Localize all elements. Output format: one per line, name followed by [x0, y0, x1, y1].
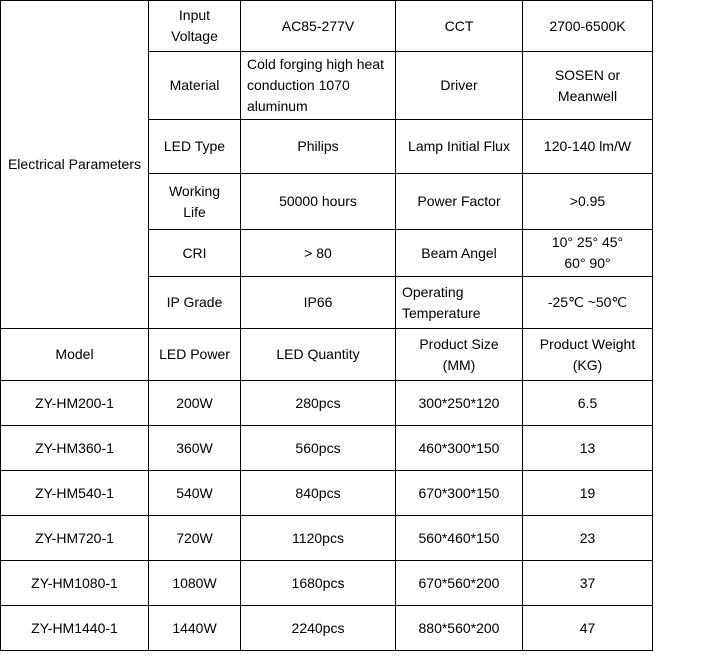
cell-model: ZY-HM540-1 [1, 471, 149, 516]
cell-model: ZY-HM720-1 [1, 516, 149, 561]
cell-product-size: 670*560*200 [396, 561, 523, 606]
cell-model: ZY-HM360-1 [1, 426, 149, 471]
header-product-size: Product Size (MM) [396, 329, 523, 381]
cell-led-quantity: 280pcs [241, 381, 396, 426]
header-led-power: LED Power [149, 329, 241, 381]
cell-product-weight: 19 [523, 471, 653, 516]
cell-led-power: 720W [149, 516, 241, 561]
cell-led-quantity: 1120pcs [241, 516, 396, 561]
value-operating-temperature: -25℃ ~50℃ [523, 277, 653, 329]
cell-product-size: 670*300*150 [396, 471, 523, 516]
cell-product-weight: 37 [523, 561, 653, 606]
value-beam-angel: 10° 25° 45° 60° 90° [523, 230, 653, 277]
label-material: Material [149, 52, 241, 120]
cell-product-size: 560*460*150 [396, 516, 523, 561]
cell-product-size: 460*300*150 [396, 426, 523, 471]
table-row [1, 381, 653, 426]
table-row [1, 606, 653, 651]
spec-row [1, 1, 653, 52]
value-driver: SOSEN or Meanwell [523, 52, 653, 120]
label-operating-temperature: Operating Temperature [396, 277, 523, 329]
value-cri: > 80 [241, 230, 396, 277]
cell-model: ZY-HM1440-1 [1, 606, 149, 651]
cell-product-weight: 6.5 [523, 381, 653, 426]
table-row [1, 471, 653, 516]
cell-model: ZY-HM200-1 [1, 381, 149, 426]
cell-product-weight: 23 [523, 516, 653, 561]
cell-product-size: 300*250*120 [396, 381, 523, 426]
cell-led-quantity: 2240pcs [241, 606, 396, 651]
label-cri: CRI [149, 230, 241, 277]
table-row [1, 561, 653, 606]
value-power-factor: >0.95 [523, 174, 653, 230]
cell-product-weight: 47 [523, 606, 653, 651]
label-driver: Driver [396, 52, 523, 120]
label-input-voltage: Input Voltage [149, 1, 241, 52]
section-label-electrical: Electrical Parameters [1, 1, 149, 329]
value-led-type: Philips [241, 120, 396, 174]
value-lamp-initial-flux: 120-140 lm/W [523, 120, 653, 174]
cell-product-size: 880*560*200 [396, 606, 523, 651]
value-working-life: 50000 hours [241, 174, 396, 230]
value-material: Cold forging high heat conduction 1070 aluminum [241, 52, 396, 120]
value-ip-grade: IP66 [241, 277, 396, 329]
value-cct: 2700-6500K [523, 1, 653, 52]
cell-led-quantity: 560pcs [241, 426, 396, 471]
cell-led-quantity: 1680pcs [241, 561, 396, 606]
cell-led-power: 1440W [149, 606, 241, 651]
header-led-quantity: LED Quantity [241, 329, 396, 381]
header-product-weight: Product Weight (KG) [523, 329, 653, 381]
label-working-life: Working Life [149, 174, 241, 230]
value-input-voltage: AC85-277V [241, 1, 396, 52]
label-cct: CCT [396, 1, 523, 52]
label-power-factor: Power Factor [396, 174, 523, 230]
table-row [1, 426, 653, 471]
cell-model: ZY-HM1080-1 [1, 561, 149, 606]
label-ip-grade: IP Grade [149, 277, 241, 329]
cell-led-quantity: 840pcs [241, 471, 396, 516]
model-header-row [1, 329, 653, 381]
label-led-type: LED Type [149, 120, 241, 174]
cell-led-power: 540W [149, 471, 241, 516]
cell-led-power: 1080W [149, 561, 241, 606]
cell-product-weight: 13 [523, 426, 653, 471]
label-beam-angel: Beam Angel [396, 230, 523, 277]
label-lamp-initial-flux: Lamp Initial Flux [396, 120, 523, 174]
table-row [1, 516, 653, 561]
cell-led-power: 200W [149, 381, 241, 426]
cell-led-power: 360W [149, 426, 241, 471]
header-model: Model [1, 329, 149, 381]
